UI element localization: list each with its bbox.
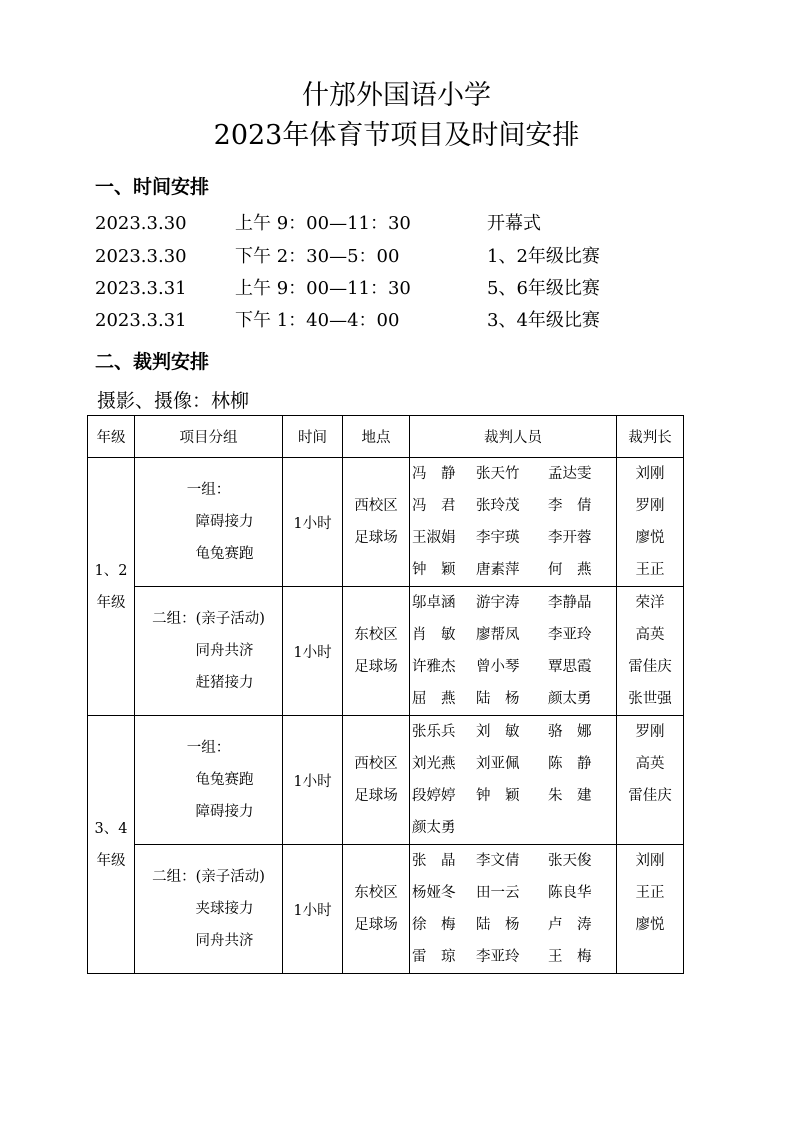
judge-name: 李宇瑛 [476,530,520,546]
judge-name: 肖 敏 [412,627,456,643]
judge-name: 李亚玲 [548,627,592,643]
judge-name: 屈 燕 [412,691,456,707]
judge-name: 冯 君 [412,498,456,514]
judge-name: 孟达雯 [548,466,592,482]
place-cell [343,458,410,587]
table-row [88,845,684,974]
place-field: 足球场 [354,530,398,546]
chief-judge-name [617,941,683,973]
judge-name: 曾小琴 [476,659,520,675]
schedule-row [95,307,715,335]
group-label: 二组：(亲子活动) [152,869,265,885]
table-header-row [88,416,684,458]
judge-name: 张 晶 [412,853,456,869]
judge-name: 王 梅 [548,949,592,965]
document-title-event: 2023年体育节项目及时间安排 [213,120,580,151]
chief-judge-name: 王正 [635,562,665,578]
chief-judge-name: 高英 [635,756,665,772]
judge-name: 李静晶 [548,595,592,611]
judge-name: 颜太勇 [548,691,592,707]
judge-name: 杨娅冬 [412,885,456,901]
judge-name: 游宇涛 [476,595,520,611]
judge-name: 李文倩 [476,853,520,869]
header-project-group: 项目分组 [135,416,283,458]
place-field: 足球场 [354,917,398,933]
judge-name: 邬卓涵 [412,595,456,611]
place-cell [343,587,410,716]
judge-name: 陈 静 [548,756,592,772]
grade-label-suffix: 年级 [96,594,126,611]
project-group-cell [135,458,283,587]
judge-name: 张玲茂 [476,498,520,514]
group-label: 二组：(亲子活动) [152,611,265,627]
header-time: 时间 [283,416,343,458]
place-campus: 东校区 [354,885,398,901]
project-group-cell [135,587,283,716]
event-name: 同舟共济 [195,643,254,659]
judge-name: 许雅杰 [412,659,456,675]
judge-name: 田一云 [476,885,520,901]
place-cell [343,716,410,845]
time-cell: 1小时 [283,587,343,716]
chief-judge-name: 雷佳庆 [628,659,672,675]
project-group-cell [135,716,283,845]
grade-cell [88,458,135,716]
place-field: 足球场 [354,788,398,804]
schedule-date: 2023.3.30 [95,213,187,234]
schedule-time: 上午 9：00—11：30 [235,278,411,299]
time-cell: 1小时 [283,458,343,587]
place-field: 足球场 [354,659,398,675]
event-name: 龟兔赛跑 [195,546,254,562]
chief-judge-cell [617,845,684,974]
judge-name: 卢 涛 [548,917,592,933]
table-row [88,587,684,716]
judge-name: 刘光燕 [412,756,456,772]
schedule-time: 上午 9：00—11：30 [235,213,411,234]
judge-name: 李 倩 [548,498,592,514]
schedule-date: 2023.3.30 [95,246,187,267]
schedule-row [95,275,715,303]
place-campus: 西校区 [354,756,398,772]
judge-name: 段婷婷 [412,788,456,804]
place-cell [343,845,410,974]
schedule-date: 2023.3.31 [95,278,187,299]
judge-name: 张天竹 [476,466,520,482]
judge-name: 唐素萍 [476,562,520,578]
judges-cell [410,845,617,974]
grade-label-suffix: 年级 [96,852,126,869]
event-name: 夹球接力 [195,901,254,917]
judge-name: 钟 颖 [412,562,456,578]
schedule-event: 3、4年级比赛 [487,310,600,331]
grade-cell [88,716,135,974]
photography-line: 摄影、摄像：林柳 [97,390,250,412]
schedule-event: 开幕式 [487,213,541,234]
event-name: 同舟共济 [195,933,254,949]
event-name: 赶猪接力 [195,675,254,691]
judge-table [87,415,684,974]
judge-name: 李开蓉 [548,530,592,546]
chief-judge-name: 廖悦 [635,917,665,933]
judges-cell [410,587,617,716]
judge-name: 张乐兵 [412,724,456,740]
chief-judge-name: 王正 [635,885,665,901]
chief-judge-name: 罗刚 [635,498,665,514]
chief-judge-name: 罗刚 [635,724,665,740]
judge-name: 刘 敏 [476,724,520,740]
judge-name: 廖帮凤 [476,627,520,643]
event-name: 障碍接力 [195,514,254,530]
judge-name: 李亚玲 [476,949,520,965]
judge-name: 覃思霞 [548,659,592,675]
chief-judge-cell [617,458,684,587]
chief-judge-name: 高英 [635,627,665,643]
judge-name: 刘亚佩 [476,756,520,772]
chief-judge-name: 张世强 [628,691,672,707]
judge-name: 徐 梅 [412,917,456,933]
schedule-time: 下午 1：40—4：00 [235,310,400,331]
document-title-school: 什邡外国语小学 [302,80,491,111]
chief-judge-cell [617,587,684,716]
place-campus: 西校区 [354,498,398,514]
section-heading-schedule: 一、时间安排 [95,176,210,198]
grade-label: 3、4 [94,820,128,837]
judge-name: 王淑娟 [412,530,456,546]
section-heading-judges: 二、裁判安排 [95,351,210,373]
table-row [88,716,684,845]
group-label: 一组： [186,740,231,756]
judge-name: 陆 杨 [476,917,520,933]
judge-name: 骆 娜 [548,724,592,740]
schedule-row [95,243,715,271]
project-group-cell [135,845,283,974]
judge-name [476,812,548,844]
chief-judge-name: 雷佳庆 [628,788,672,804]
header-grade: 年级 [88,416,135,458]
header-chief-judge: 裁判长 [617,416,684,458]
schedule-event: 1、2年级比赛 [487,246,600,267]
judge-name: 张天俊 [548,853,592,869]
event-name: 龟兔赛跑 [195,772,254,788]
chief-judge-name: 廖悦 [635,530,665,546]
time-cell: 1小时 [283,845,343,974]
time-cell: 1小时 [283,716,343,845]
header-judges: 裁判人员 [410,416,617,458]
judge-name: 朱 建 [548,788,592,804]
header-place: 地点 [343,416,410,458]
judges-cell [410,458,617,587]
chief-judge-cell [617,716,684,845]
schedule-time: 下午 2：30—5：00 [235,246,400,267]
judge-name: 雷 琼 [412,949,456,965]
judge-name: 陈良华 [548,885,592,901]
group-label: 一组： [186,482,231,498]
judge-name: 钟 颖 [476,788,520,804]
chief-judge-name [617,812,683,844]
schedule-event: 5、6年级比赛 [487,278,600,299]
judge-name [548,812,614,844]
chief-judge-name: 刘刚 [635,466,665,482]
table-row [88,458,684,587]
judge-name: 冯 静 [412,466,456,482]
judge-name: 何 燕 [548,562,592,578]
chief-judge-name: 刘刚 [635,853,665,869]
grade-label: 1、2 [94,562,128,579]
judge-name: 颜太勇 [412,820,456,836]
place-campus: 东校区 [354,627,398,643]
schedule-date: 2023.3.31 [95,310,187,331]
judge-name: 陆 杨 [476,691,520,707]
judges-cell [410,716,617,845]
event-name: 障碍接力 [195,804,254,820]
chief-judge-name: 荣洋 [635,595,665,611]
schedule-row [95,210,715,238]
